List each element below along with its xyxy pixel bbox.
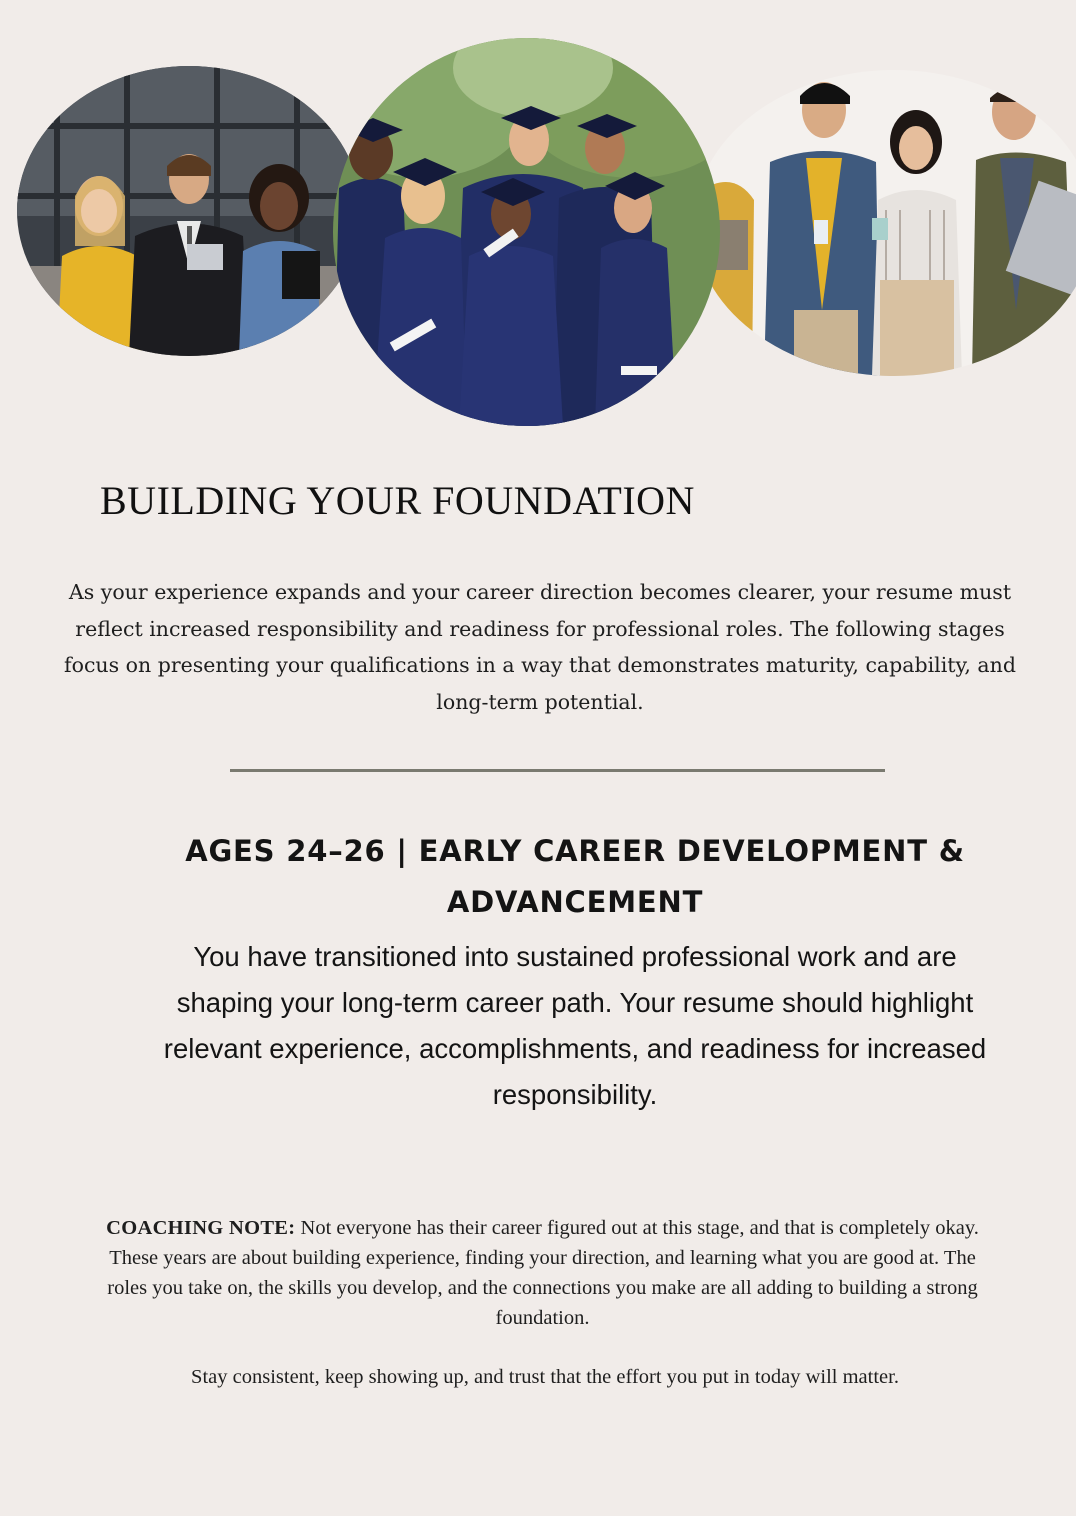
graduates-photo xyxy=(333,38,720,426)
coaching-note-text: Not everyone has their career figured out at this stage, and that is completely okay. These years are about building experience, finding your direction, and learning what you are good at. The roles you take on, the skills you develop, and the connections you make are all adding to building a strong foundation. xyxy=(107,1217,979,1329)
young-professionals-photo xyxy=(694,70,1076,376)
business-team-image xyxy=(17,66,361,356)
business-team-photo xyxy=(17,66,361,356)
closing-text: Stay consistent, keep showing up, and trust that the effort you put in today will matter. xyxy=(191,1366,899,1388)
page-title: BUILDING YOUR FOUNDATION xyxy=(100,478,695,523)
coaching-note-label: COACHING NOTE: xyxy=(106,1217,296,1239)
stage-description: You have transitioned into sustained professional work and are shaping your long-term career path. Your resume should highlight relevant experience, accomplishments, and readiness for increased responsibility. xyxy=(163,941,987,1110)
young-professionals-image xyxy=(694,70,1076,376)
graduates-image xyxy=(333,38,720,426)
coaching-note xyxy=(100,1213,985,1333)
intro-paragraph: As your experience expands and your career direction becomes clearer, your resume must reflect increased responsibility and readiness for professional roles. The following stages focus on presenting your qualifications in a way that demonstrates maturity, capability, and long-term potential. xyxy=(64,580,1016,714)
section-divider xyxy=(230,769,885,772)
stage-title: AGES 24–26 | EARLY CAREER DEVELOPMENT & ADVANCEMENT xyxy=(185,834,965,919)
